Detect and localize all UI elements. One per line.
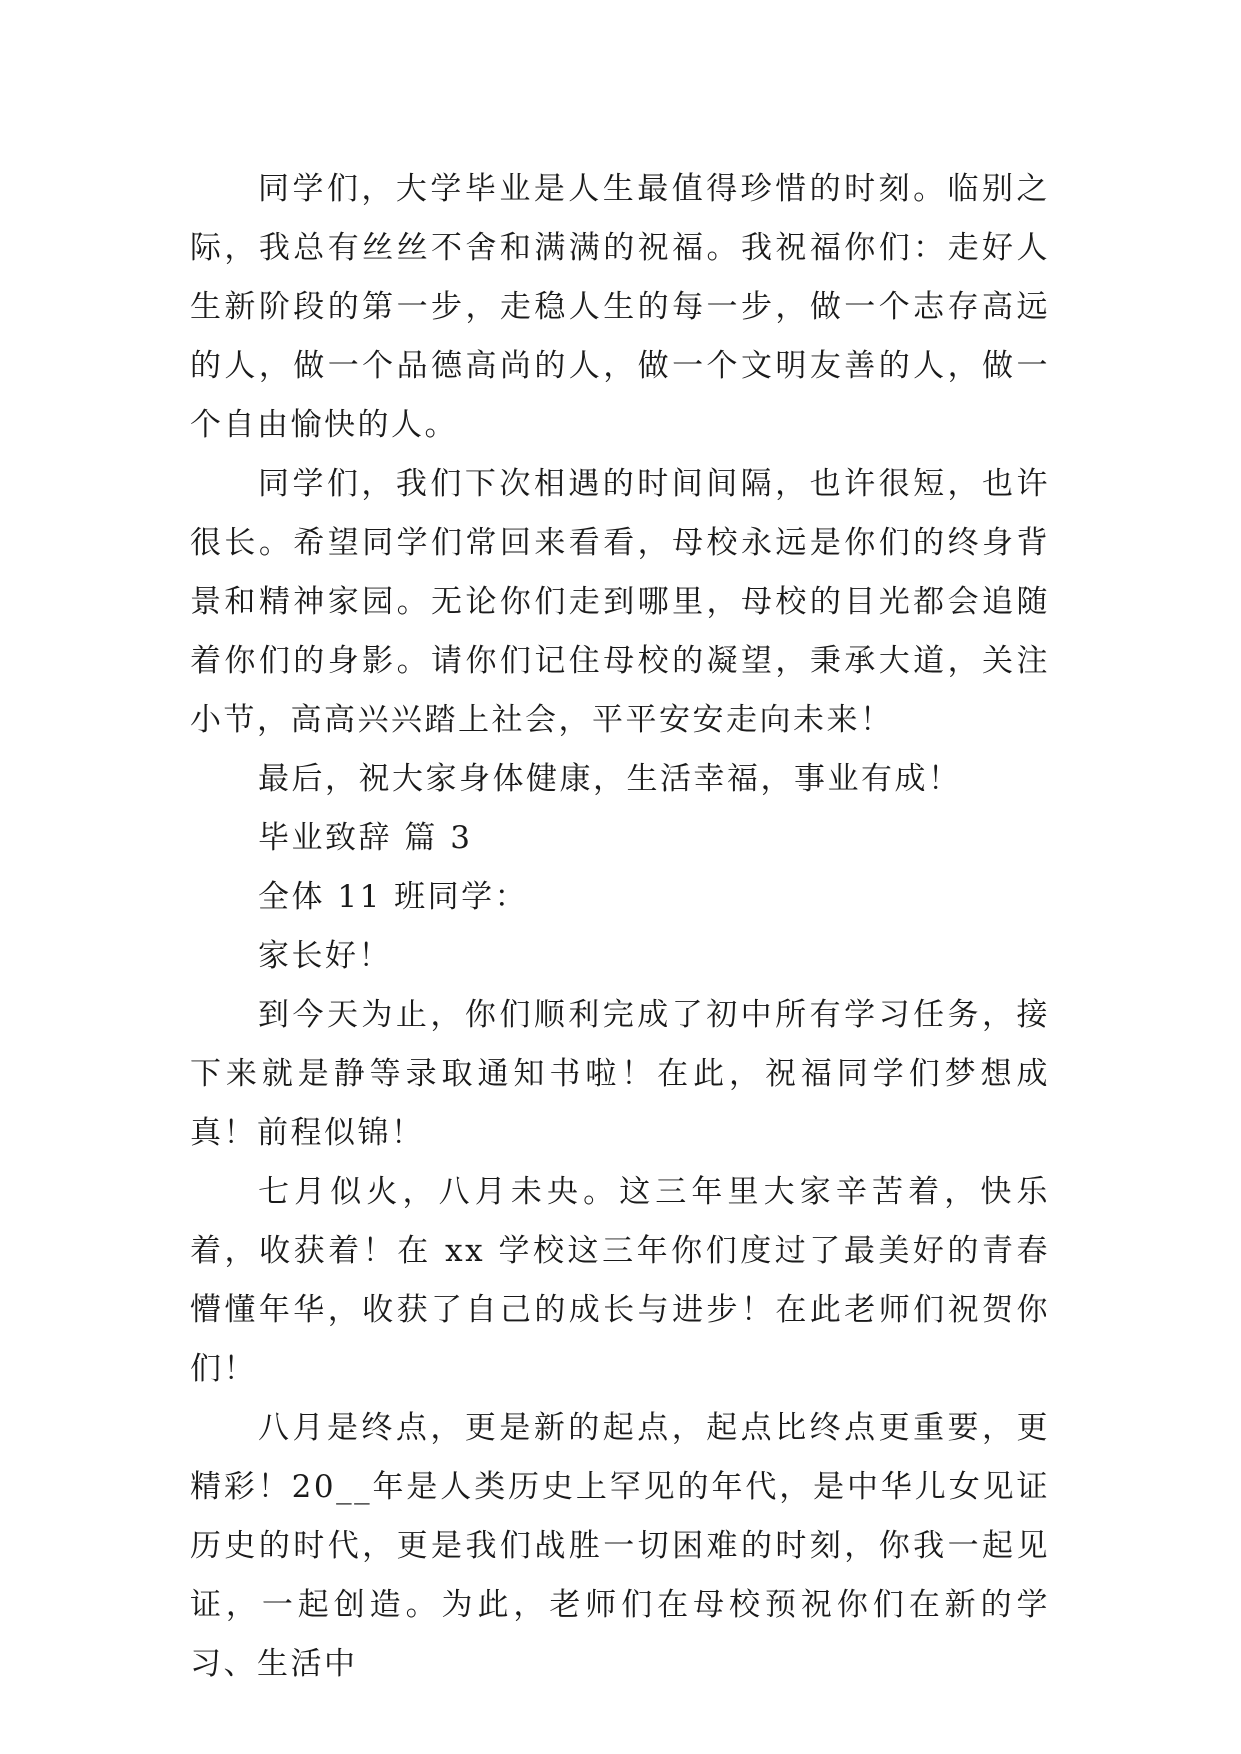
paragraph-three-years: 七月似火，八月未央。这三年里大家辛苦着，快乐着，收获着！在 xx 学校这三年你们度过了最美好的青春懵懂年华，收获了自己的成长与进步！在此老师们祝贺你们！	[190, 1174, 1050, 1387]
salutation-students: 全体 11 班同学：	[258, 879, 529, 915]
paragraph-farewell-wishes: 同学们，大学毕业是人生最值得珍惜的时刻。临别之际，我总有丝丝不舍和满满的祝福。我祝福你们：走好人生新阶段的第一步，走稳人生的每一步，做一个志存高远的人，做一个品德高尚的人，做一个文明友善的人，做一个自由愉快的人。	[190, 171, 1050, 443]
section-heading: 毕业致辞 篇 3	[258, 820, 473, 856]
paragraph-tasks-completed: 到今天为止，你们顺利完成了初中所有学习任务，接下来就是静等录取通知书啦！在此，祝福同学们梦想成真！前程似锦！	[190, 997, 1050, 1151]
document-body	[190, 160, 1050, 1694]
salutation-parents: 家长好！	[258, 938, 392, 974]
paragraph-new-start: 八月是终点，更是新的起点，起点比终点更重要，更精彩！20__年是人类历史上罕见的年代，是中华儿女见证历史的时代，更是我们战胜一切困难的时刻，你我一起见证，一起创造。为此，老师们在母校预祝你们在新的学习、生活中	[190, 1410, 1050, 1682]
paragraph-closing-wishes: 最后，祝大家身体健康，生活幸福，事业有成！	[258, 761, 962, 797]
paragraph-next-meeting: 同学们，我们下次相遇的时间间隔，也许很短，也许很长。希望同学们常回来看看，母校永远是你们的终身背景和精神家园。无论你们走到哪里，母校的目光都会追随着你们的身影。请你们记住母校的凝望，秉承大道，关注小节，高高兴兴踏上社会，平平安安走向未来！	[190, 466, 1050, 738]
